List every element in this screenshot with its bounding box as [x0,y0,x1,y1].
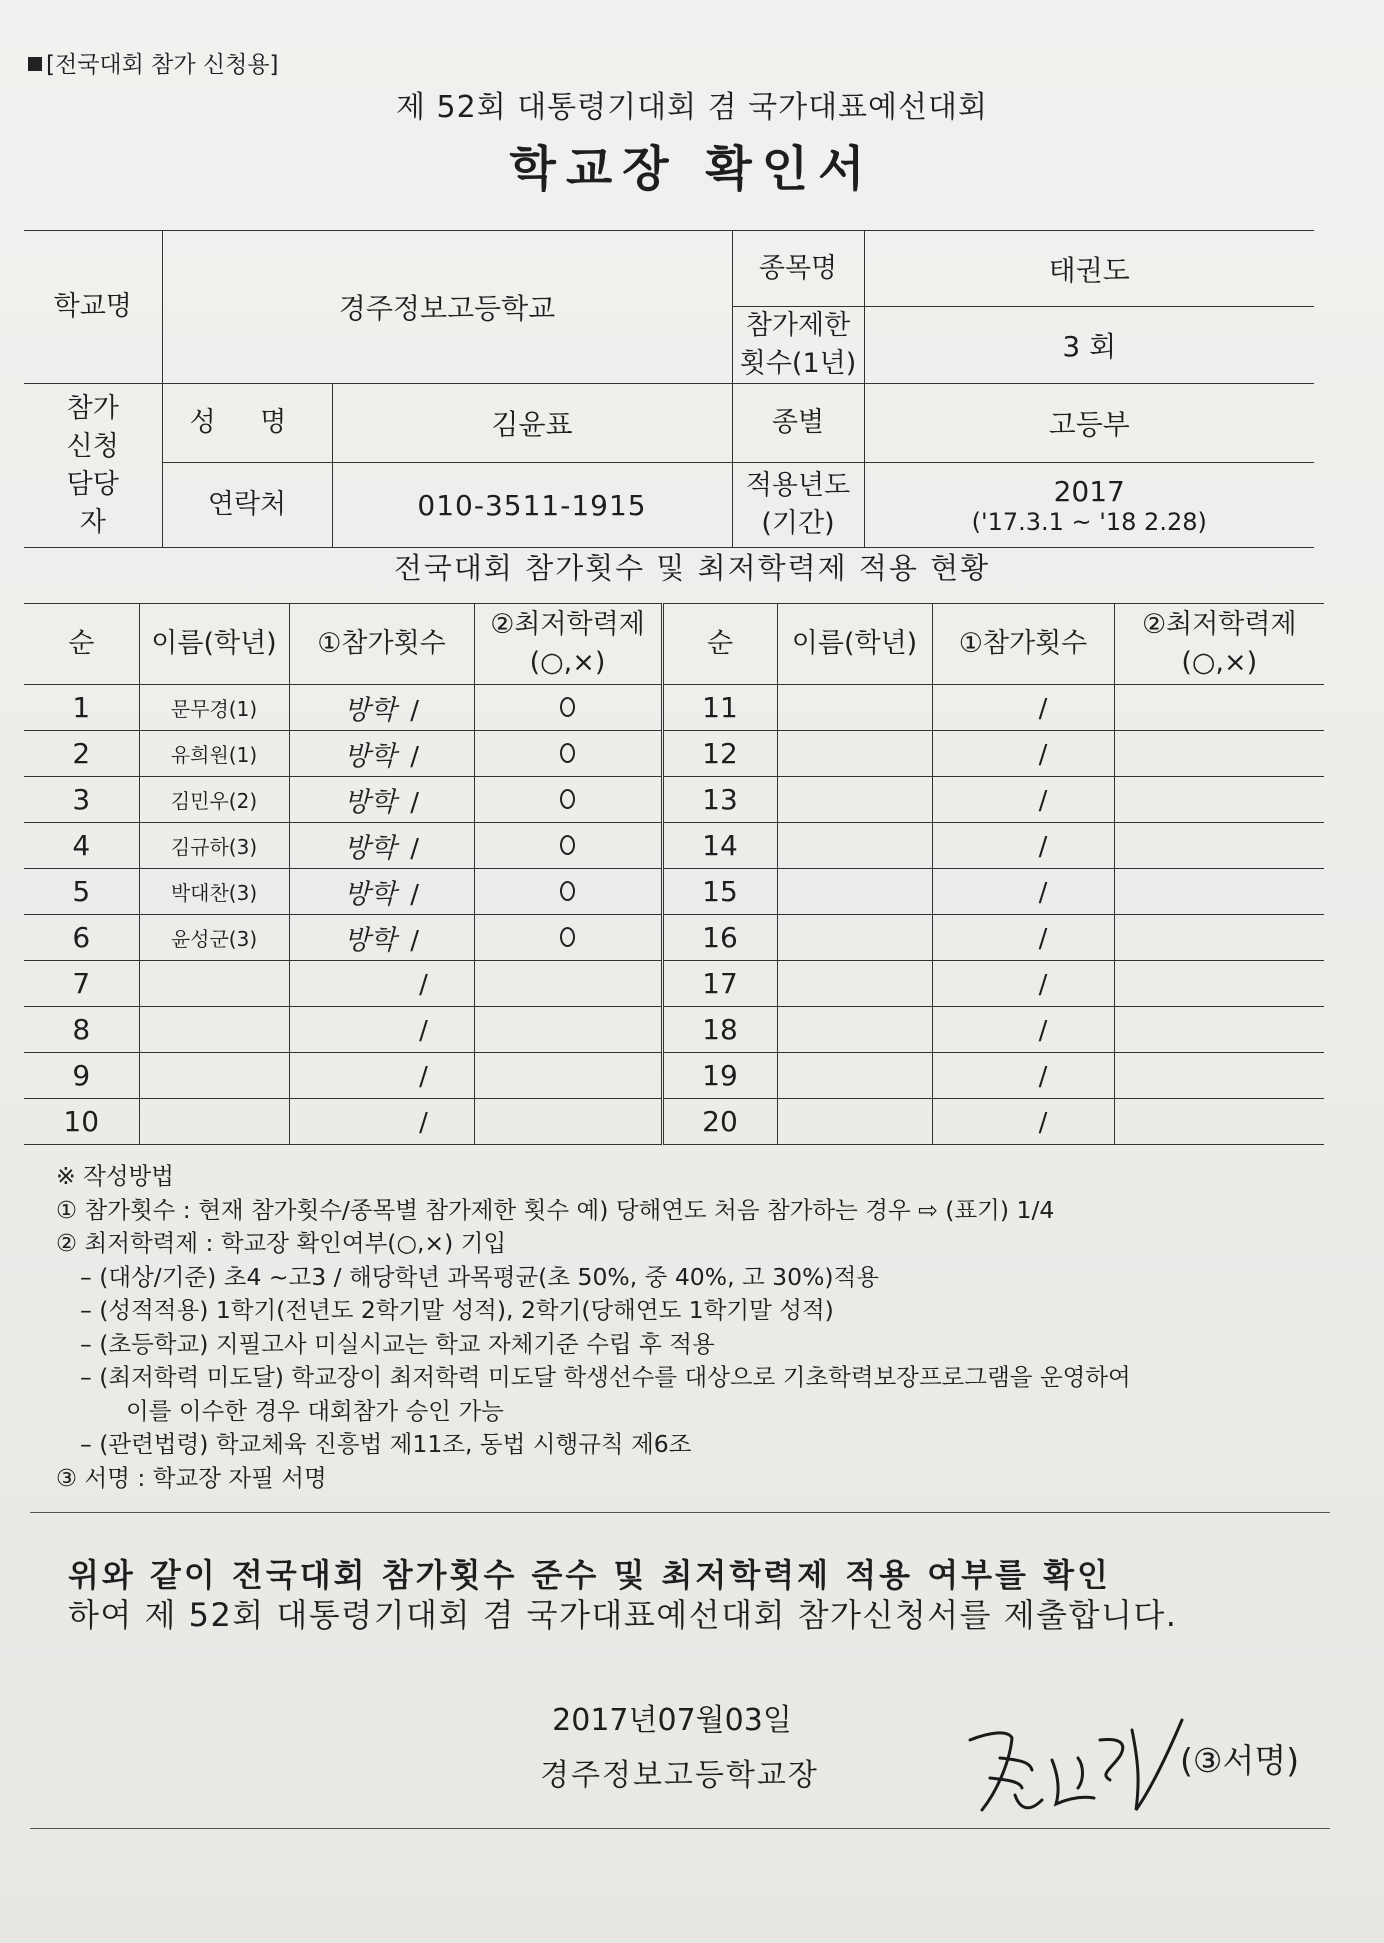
header-min-academic [1114,604,1324,685]
participation-count [289,685,474,731]
header-name: 이름(학년) [139,604,289,685]
square-bullet-icon [28,57,42,71]
year-cell [864,463,1314,548]
contact-label: 연락처 [162,463,332,548]
count-slash: / [410,696,419,726]
min-academic-mark [474,777,662,823]
year-label-text: 적용년도 (기간) [745,470,851,539]
handwritten-count: 방학 [344,787,397,818]
min-academic-mark [474,823,662,869]
count-slash: / [410,880,419,910]
count-slash: / [419,1062,428,1092]
header-min-academic-text: ②최저학력제 (○,×) [490,609,645,678]
count-slash: / [1038,694,1048,724]
handwritten-circle-icon [560,927,575,947]
row-number: 3 [24,777,139,823]
row-number: 10 [24,1099,139,1145]
min-academic-mark [474,1007,662,1053]
row-number: 18 [662,1007,777,1053]
header-no: 순 [662,604,777,685]
count-slash: / [410,834,419,864]
handwritten-circle-icon [560,697,575,717]
period-value: ('17.3.1 ~ '18 2.28) [971,507,1207,536]
count-slash: / [1038,970,1048,1000]
note-1: ① 참가횟수 : 현재 참가횟수/종목별 참가제한 횟수 예) 당해연도 처음 참가하는 경우 ⇨ (표기) 1/4 [56,1195,1055,1224]
student-name [777,869,932,915]
student-name [777,961,932,1007]
document-date-text: 2017년07월03일 [552,1703,792,1738]
handwritten-count: 방학 [344,741,397,772]
table-row [24,961,1324,1007]
name-value: 김윤표 [332,384,732,463]
count-slash: / [1038,924,1048,954]
min-academic-mark [1114,915,1324,961]
student-name: 윤성군(3) [139,915,289,961]
count-slash: / [410,788,419,818]
participation-count [932,961,1114,1007]
min-academic-mark [1114,961,1324,1007]
limit-label [732,307,864,384]
participation-count [932,731,1114,777]
form-tag [28,46,279,79]
limit-label-text: 참가제한 횟수(1년) [739,310,857,379]
student-name [777,685,932,731]
table-row [24,915,1324,961]
table-row [24,777,1324,823]
header-count: ①참가횟수 [289,604,474,685]
handwritten-circle-icon [560,743,575,763]
count-slash: / [410,926,419,956]
min-academic-mark [474,869,662,915]
student-name: 문무경(1) [139,685,289,731]
handwritten-count: 방학 [344,695,397,726]
count-slash: / [1038,1108,1048,1138]
row-number: 2 [24,731,139,777]
min-academic-mark [474,731,662,777]
handwritten-circle-icon [560,835,575,855]
min-academic-mark [1114,685,1324,731]
table-row [24,1099,1324,1145]
student-name [777,777,932,823]
applicant-label-text: 참가 신청 담당자 [66,392,119,538]
student-name [139,961,289,1007]
handwritten-count: 방학 [344,925,397,956]
header-name: 이름(학년) [777,604,932,685]
row-number: 11 [662,685,777,731]
student-name [139,1099,289,1145]
note-2: ② 최저학력제 : 학교장 확인여부(○,×) 기입 [56,1229,507,1257]
min-academic-mark [1114,823,1324,869]
year-value: 2017 [1053,474,1125,508]
row-number: 20 [662,1099,777,1145]
divider [30,1512,1330,1513]
row-number: 14 [662,823,777,869]
student-name: 박대찬(3) [139,869,289,915]
row-number: 17 [662,961,777,1007]
table-row [24,869,1324,915]
student-name [139,1053,289,1099]
min-academic-mark [474,915,662,961]
participation-section-title: 전국대회 참가횟수 및 최저학력제 적용 현황 [393,551,991,585]
participation-count [289,777,474,823]
min-academic-mark [1114,731,1324,777]
table-row [24,685,1324,731]
participation-count [932,1053,1114,1099]
table-row [24,823,1324,869]
header-min-academic [474,604,662,685]
row-number: 4 [24,823,139,869]
student-name: 김민우(2) [139,777,289,823]
participation-count [289,1099,474,1145]
event-value: 태권도 [864,231,1314,307]
signature-note: (③서명) [1180,1741,1300,1780]
division-value: 고등부 [864,384,1314,463]
notes-heading: ※ 작성방법 [56,1162,174,1190]
participation-count [932,823,1114,869]
student-name: 김규하(3) [139,823,289,869]
confirmation-line-1: 위와 같이 전국대회 참가횟수 준수 및 최저학력제 적용 여부를 확인 [68,1556,1111,1594]
row-number: 16 [662,915,777,961]
student-name [777,1099,932,1145]
table-row [24,731,1324,777]
limit-value: 3 회 [864,307,1314,384]
student-name [777,1053,932,1099]
participation-count [932,1099,1114,1145]
count-slash: / [1038,1062,1048,1092]
division-label: 종별 [732,384,864,463]
header-no: 순 [24,604,139,685]
row-number: 1 [24,685,139,731]
note-2d: – (최저학력 미도달) 학교장이 최저학력 미도달 학생선수를 대상으로 기초학력보장프로그램을 운영하여 [80,1363,1131,1391]
participation-count [289,1053,474,1099]
bottom-divider [30,1828,1330,1829]
confirmation-statement [68,1555,1348,1635]
note-2b: – (성적적용) 1학기(전년도 2학기말 성적), 2학기(당해연도 1학기말 성적) [80,1296,834,1324]
row-number: 15 [662,869,777,915]
min-academic-mark [1114,1099,1324,1145]
student-name [777,731,932,777]
participation-count [289,1007,474,1053]
row-number: 13 [662,777,777,823]
header-count: ①참가횟수 [932,604,1114,685]
instructions [56,1160,1346,1495]
count-slash: / [419,1016,428,1046]
participation-count [932,1007,1114,1053]
confirmation-line-2: 하여 제 52회 대통령기대회 겸 국가대표예선대회 참가신청서를 제출합니다. [68,1596,1178,1634]
student-name [777,1007,932,1053]
count-slash: / [1038,786,1048,816]
participation-count [289,823,474,869]
count-slash: / [419,1108,428,1138]
participation-count [289,961,474,1007]
contact-value: 010-3511-1915 [332,463,732,548]
count-slash: / [1038,832,1048,862]
principal-signature [960,1700,1190,1830]
count-slash: / [1038,1016,1048,1046]
participation-count [289,869,474,915]
row-number: 6 [24,915,139,961]
note-2e: – (관련법령) 학교체육 진흥법 제11조, 동법 시행규칙 제6조 [80,1430,692,1458]
name-label: 성 명 [162,384,332,463]
min-academic-mark [1114,777,1324,823]
year-label [732,463,864,548]
participation-count [932,685,1114,731]
note-3: ③ 서명 : 학교장 자필 서명 [56,1463,327,1492]
applicant-label [24,384,162,548]
note-2d-cont: 이를 이수한 경우 대회참가 승인 가능 [126,1396,504,1425]
table-row [24,1007,1324,1053]
note-2a: – (대상/기준) 초4 ~고3 / 해당학년 과목평균(초 50%, 중 40%, 고 30%)적용 [80,1262,879,1291]
row-number: 12 [662,731,777,777]
count-slash: / [1038,740,1048,770]
form-tag-text: [전국대회 참가 신청용] [46,52,279,78]
principal-title: 경주정보고등학교장 [540,1758,819,1793]
student-name [139,1007,289,1053]
count-slash: / [419,970,428,1000]
document-subtitle: 제 52회 대통령기대회 겸 국가대표예선대회 [396,90,988,125]
handwritten-circle-icon [560,789,575,809]
handwritten-circle-icon [560,881,575,901]
participation-count [289,915,474,961]
count-slash: / [410,742,419,772]
document-title: 학교장 확인서 [509,141,875,197]
min-academic-mark [474,1053,662,1099]
row-number: 9 [24,1053,139,1099]
header-min-academic-text: ②최저학력제 (○,×) [1141,609,1297,678]
participation-count [932,869,1114,915]
row-number: 8 [24,1007,139,1053]
handwritten-count: 방학 [344,833,397,864]
row-number: 19 [662,1053,777,1099]
student-name: 유희원(1) [139,731,289,777]
participation-count [932,915,1114,961]
applicant-info-table [24,230,1314,548]
participation-table [24,603,1324,1145]
table-row [24,1053,1324,1099]
student-name [777,823,932,869]
row-number: 5 [24,869,139,915]
count-slash: / [1038,878,1048,908]
event-label: 종목명 [732,231,864,307]
participation-count [932,777,1114,823]
student-name [777,915,932,961]
min-academic-mark [1114,1007,1324,1053]
handwritten-count: 방학 [344,879,397,910]
min-academic-mark [474,685,662,731]
min-academic-mark [474,961,662,1007]
min-academic-mark [1114,1053,1324,1099]
school-label: 학교명 [24,231,162,384]
participation-count [289,731,474,777]
row-number: 7 [24,961,139,1007]
min-academic-mark [474,1099,662,1145]
school-value: 경주정보고등학교 [162,231,732,384]
note-2c: – (초등학교) 지필고사 미실시교는 학교 자체기준 수립 후 적용 [80,1329,715,1358]
min-academic-mark [1114,869,1324,915]
